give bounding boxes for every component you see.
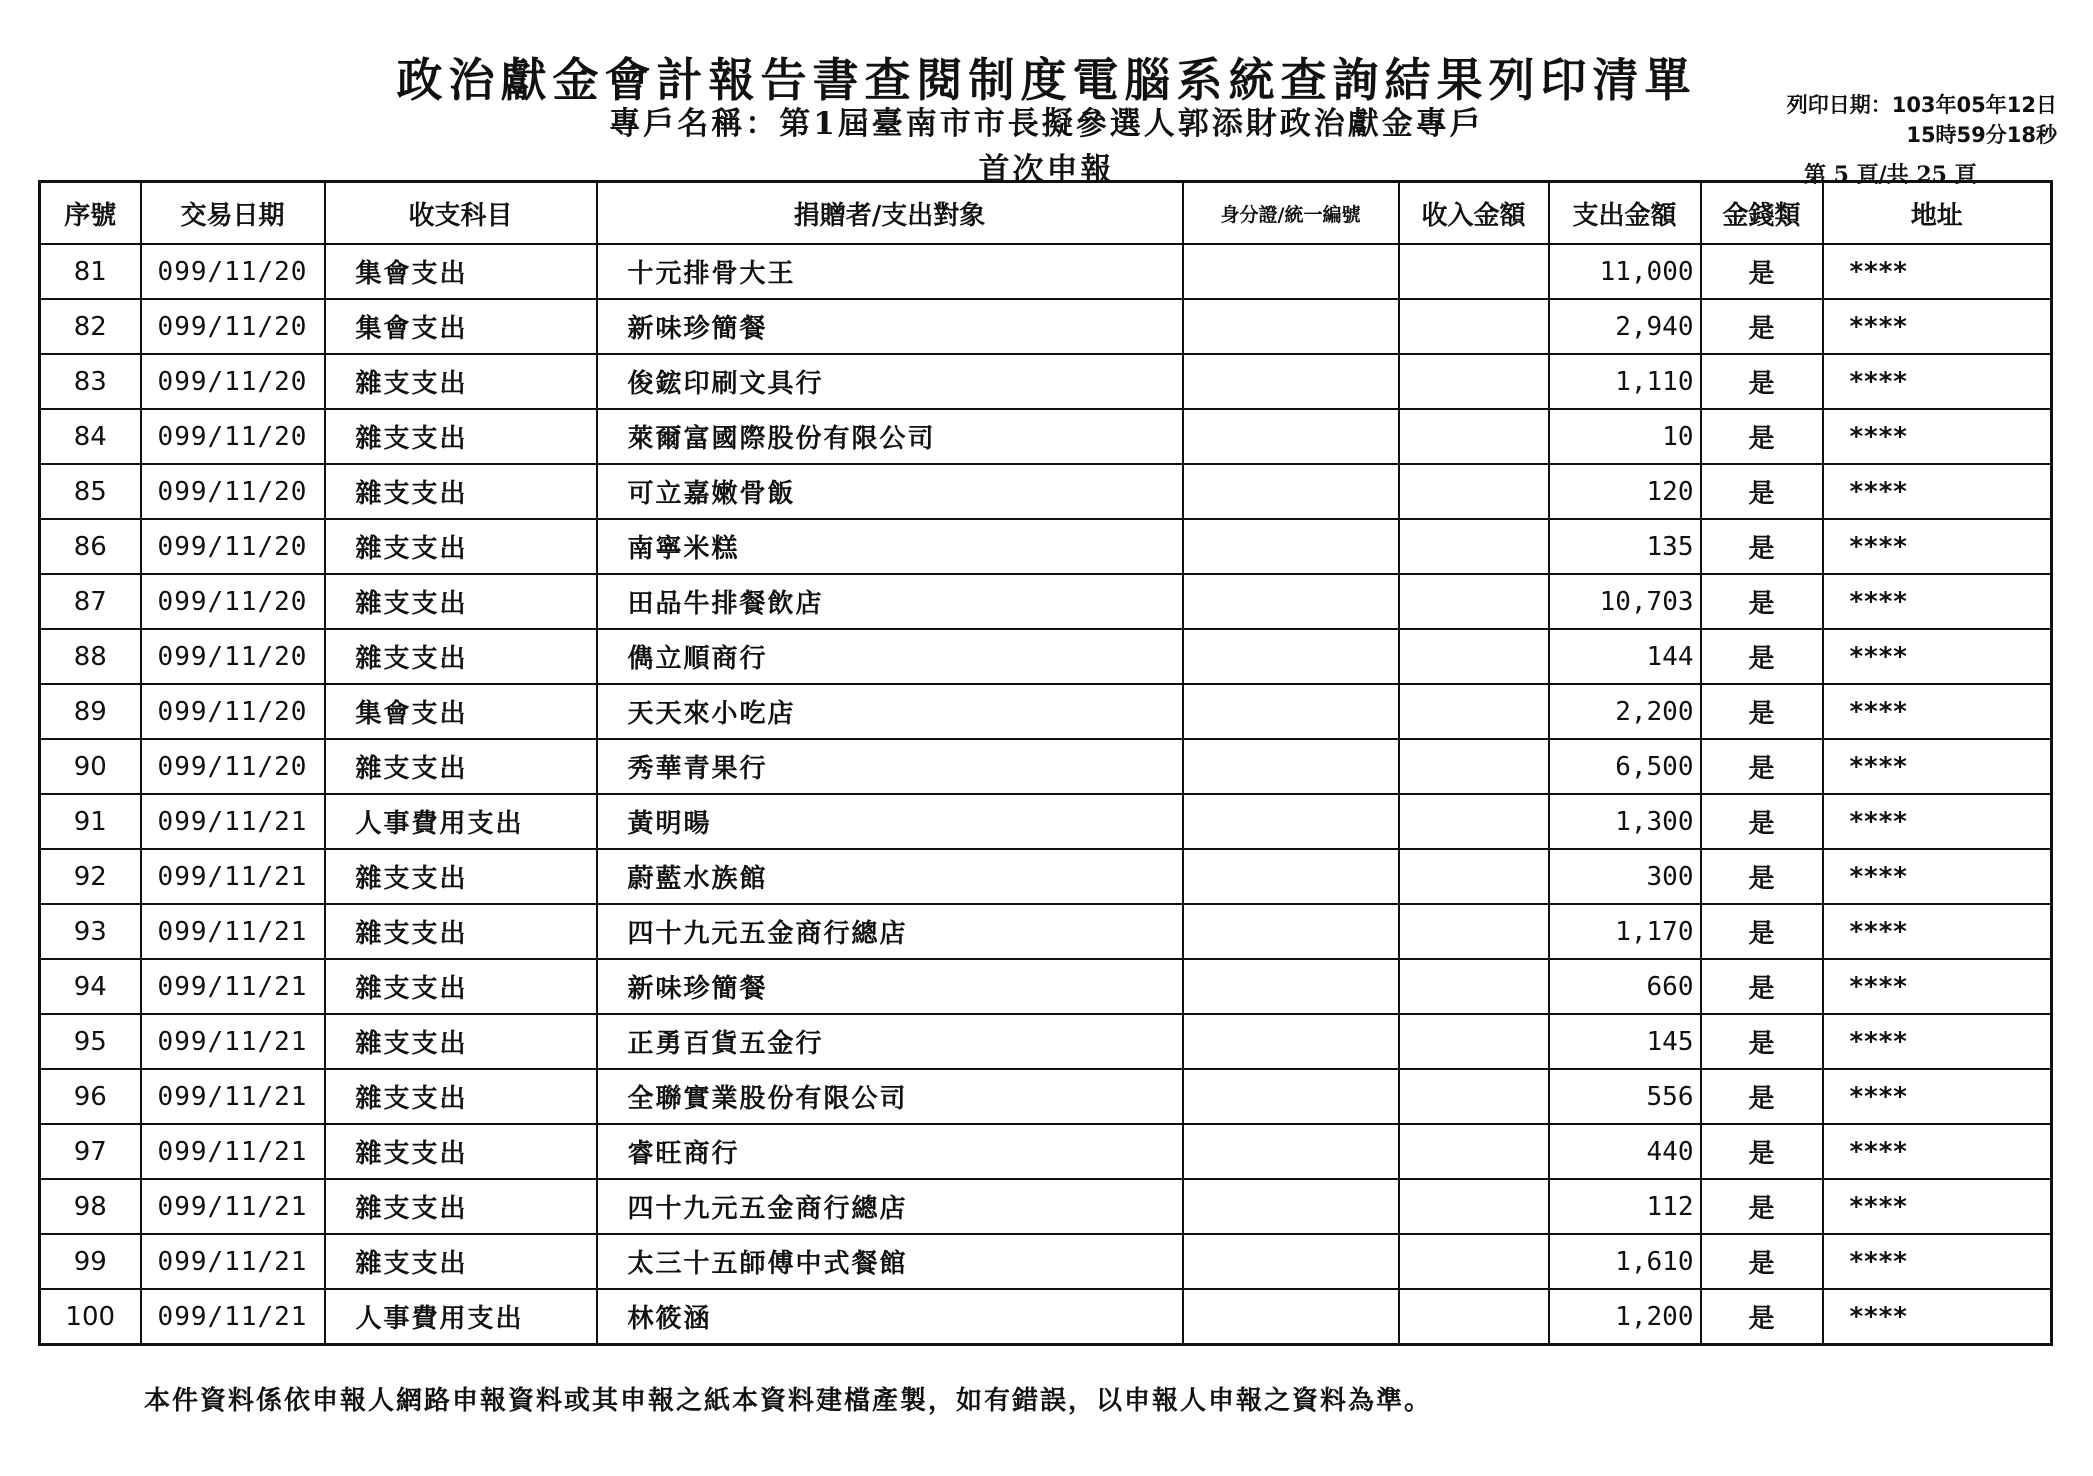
cell-payee: 黃明暘 — [597, 794, 1183, 849]
cell-date: 099/11/21 — [141, 904, 325, 959]
cell-income — [1399, 959, 1549, 1014]
cell-address: **** — [1823, 849, 2052, 904]
cell-expense: 2,200 — [1549, 684, 1701, 739]
cell-cash: 是 — [1701, 794, 1823, 849]
cell-payee: 俊鋐印刷文具行 — [597, 354, 1183, 409]
cell-expense: 145 — [1549, 1014, 1701, 1069]
print-date: 列印日期：103年05年12日 — [1786, 93, 2057, 117]
cell-cash: 是 — [1701, 299, 1823, 354]
cell-cash: 是 — [1701, 574, 1823, 629]
cell-date: 099/11/20 — [141, 574, 325, 629]
cell-category: 雜支支出 — [325, 1124, 597, 1179]
cell-payee: 天天來小吃店 — [597, 684, 1183, 739]
cell-category: 雜支支出 — [325, 1179, 597, 1234]
cell-seq: 81 — [40, 244, 141, 299]
cell-income — [1399, 464, 1549, 519]
cell-income — [1399, 574, 1549, 629]
cell-income — [1399, 244, 1549, 299]
cell-address: **** — [1823, 1289, 2052, 1345]
col-header-payee: 捐贈者/支出對象 — [597, 182, 1183, 245]
cell-address: **** — [1823, 629, 2052, 684]
cell-id-no — [1183, 629, 1399, 684]
cell-date: 099/11/21 — [141, 1179, 325, 1234]
cell-cash: 是 — [1701, 409, 1823, 464]
cell-date: 099/11/20 — [141, 739, 325, 794]
cell-date: 099/11/21 — [141, 1069, 325, 1124]
cell-id-no — [1183, 1069, 1399, 1124]
cell-id-no — [1183, 1014, 1399, 1069]
cell-seq: 83 — [40, 354, 141, 409]
col-header-seq: 序號 — [40, 182, 141, 245]
cell-id-no — [1183, 519, 1399, 574]
cell-id-no — [1183, 574, 1399, 629]
cell-category: 集會支出 — [325, 244, 597, 299]
cell-seq: 96 — [40, 1069, 141, 1124]
table-row — [40, 739, 2052, 794]
table-row — [40, 409, 2052, 464]
cell-id-no — [1183, 849, 1399, 904]
cell-payee: 新味珍簡餐 — [597, 299, 1183, 354]
cell-id-no — [1183, 409, 1399, 464]
cell-id-no — [1183, 1289, 1399, 1345]
table-row — [40, 519, 2052, 574]
table-row — [40, 1014, 2052, 1069]
cell-seq: 86 — [40, 519, 141, 574]
table-row — [40, 684, 2052, 739]
cell-category: 雜支支出 — [325, 959, 597, 1014]
cell-date: 099/11/21 — [141, 1014, 325, 1069]
cell-category: 雜支支出 — [325, 464, 597, 519]
cell-address: **** — [1823, 904, 2052, 959]
cell-category: 雜支支出 — [325, 574, 597, 629]
cell-expense: 1,110 — [1549, 354, 1701, 409]
cell-expense: 1,200 — [1549, 1289, 1701, 1345]
cell-address: **** — [1823, 1069, 2052, 1124]
cell-address: **** — [1823, 794, 2052, 849]
cell-cash: 是 — [1701, 464, 1823, 519]
table-row — [40, 354, 2052, 409]
cell-payee: 林筱涵 — [597, 1289, 1183, 1345]
cell-expense: 135 — [1549, 519, 1701, 574]
cell-category: 雜支支出 — [325, 409, 597, 464]
cell-date: 099/11/20 — [141, 299, 325, 354]
cell-expense: 120 — [1549, 464, 1701, 519]
cell-expense: 11,000 — [1549, 244, 1701, 299]
cell-category: 雜支支出 — [325, 1014, 597, 1069]
cell-category: 集會支出 — [325, 684, 597, 739]
cell-date: 099/11/20 — [141, 629, 325, 684]
cell-income — [1399, 684, 1549, 739]
cell-cash: 是 — [1701, 739, 1823, 794]
cell-expense: 10,703 — [1549, 574, 1701, 629]
cell-expense: 2,940 — [1549, 299, 1701, 354]
cell-payee: 南寧米糕 — [597, 519, 1183, 574]
cell-cash: 是 — [1701, 1179, 1823, 1234]
cell-category: 雜支支出 — [325, 739, 597, 794]
cell-id-no — [1183, 1179, 1399, 1234]
table-row — [40, 464, 2052, 519]
cell-cash: 是 — [1701, 1289, 1823, 1345]
cell-payee: 儁立順商行 — [597, 629, 1183, 684]
cell-expense: 6,500 — [1549, 739, 1701, 794]
cell-payee: 新味珍簡餐 — [597, 959, 1183, 1014]
cell-expense: 112 — [1549, 1179, 1701, 1234]
cell-address: **** — [1823, 519, 2052, 574]
cell-seq: 85 — [40, 464, 141, 519]
document-title: 政治獻金會計報告書查閱制度電腦系統查詢結果列印清單 — [396, 53, 1697, 107]
cell-id-no — [1183, 354, 1399, 409]
ledger-table — [38, 180, 2053, 1346]
cell-payee: 四十九元五金商行總店 — [597, 1179, 1183, 1234]
cell-address: **** — [1823, 1234, 2052, 1289]
table-row — [40, 904, 2052, 959]
cell-seq: 91 — [40, 794, 141, 849]
cell-income — [1399, 1234, 1549, 1289]
cell-income — [1399, 904, 1549, 959]
cell-payee: 蔚藍水族館 — [597, 849, 1183, 904]
cell-payee: 萊爾富國際股份有限公司 — [597, 409, 1183, 464]
cell-expense: 440 — [1549, 1124, 1701, 1179]
cell-income — [1399, 849, 1549, 904]
cell-date: 099/11/21 — [141, 794, 325, 849]
cell-category: 雜支支出 — [325, 1069, 597, 1124]
cell-cash: 是 — [1701, 244, 1823, 299]
cell-category: 雜支支出 — [325, 519, 597, 574]
cell-id-no — [1183, 1124, 1399, 1179]
cell-id-no — [1183, 794, 1399, 849]
cell-income — [1399, 794, 1549, 849]
cell-expense: 556 — [1549, 1069, 1701, 1124]
cell-expense: 1,300 — [1549, 794, 1701, 849]
table-row — [40, 1069, 2052, 1124]
cell-income — [1399, 1179, 1549, 1234]
cell-address: **** — [1823, 959, 2052, 1014]
cell-seq: 94 — [40, 959, 141, 1014]
cell-address: **** — [1823, 409, 2052, 464]
col-header-date: 交易日期 — [141, 182, 325, 245]
cell-category: 雜支支出 — [325, 1234, 597, 1289]
page-indicator: 第 5 頁/共 25 頁 — [1804, 162, 1977, 188]
cell-address: **** — [1823, 464, 2052, 519]
cell-income — [1399, 1124, 1549, 1179]
cell-address: **** — [1823, 1124, 2052, 1179]
cell-address: **** — [1823, 354, 2052, 409]
cell-expense: 10 — [1549, 409, 1701, 464]
col-header-cash: 金錢類 — [1701, 182, 1823, 245]
cell-category: 雜支支出 — [325, 629, 597, 684]
col-header-category: 收支科目 — [325, 182, 597, 245]
cell-seq: 99 — [40, 1234, 141, 1289]
cell-id-no — [1183, 299, 1399, 354]
cell-address: **** — [1823, 574, 2052, 629]
table-row — [40, 849, 2052, 904]
cell-cash: 是 — [1701, 1124, 1823, 1179]
table-body — [40, 244, 2052, 1345]
cell-income — [1399, 299, 1549, 354]
cell-cash: 是 — [1701, 904, 1823, 959]
cell-seq: 82 — [40, 299, 141, 354]
cell-cash: 是 — [1701, 849, 1823, 904]
cell-seq: 90 — [40, 739, 141, 794]
cell-id-no — [1183, 739, 1399, 794]
cell-payee: 睿旺商行 — [597, 1124, 1183, 1179]
cell-cash: 是 — [1701, 629, 1823, 684]
cell-address: **** — [1823, 1014, 2052, 1069]
cell-income — [1399, 1014, 1549, 1069]
cell-payee: 四十九元五金商行總店 — [597, 904, 1183, 959]
table-row — [40, 299, 2052, 354]
cell-date: 099/11/20 — [141, 684, 325, 739]
cell-expense: 660 — [1549, 959, 1701, 1014]
table-row — [40, 794, 2052, 849]
cell-category: 雜支支出 — [325, 849, 597, 904]
cell-id-no — [1183, 464, 1399, 519]
cell-category: 雜支支出 — [325, 904, 597, 959]
cell-id-no — [1183, 244, 1399, 299]
table-header-row — [40, 182, 2052, 245]
cell-expense: 300 — [1549, 849, 1701, 904]
cell-date: 099/11/20 — [141, 354, 325, 409]
cell-expense: 1,170 — [1549, 904, 1701, 959]
cell-date: 099/11/21 — [141, 1289, 325, 1345]
cell-address: **** — [1823, 299, 2052, 354]
cell-address: **** — [1823, 684, 2052, 739]
cell-id-no — [1183, 684, 1399, 739]
cell-seq: 88 — [40, 629, 141, 684]
cell-date: 099/11/20 — [141, 464, 325, 519]
cell-date: 099/11/21 — [141, 849, 325, 904]
cell-date: 099/11/21 — [141, 959, 325, 1014]
cell-category: 人事費用支出 — [325, 794, 597, 849]
cell-expense: 144 — [1549, 629, 1701, 684]
cell-address: **** — [1823, 1179, 2052, 1234]
report-type: 首次申報 — [978, 152, 1115, 188]
cell-payee: 全聯實業股份有限公司 — [597, 1069, 1183, 1124]
cell-cash: 是 — [1701, 1234, 1823, 1289]
table-row — [40, 1179, 2052, 1234]
table-row — [40, 244, 2052, 299]
cell-expense: 1,610 — [1549, 1234, 1701, 1289]
cell-id-no — [1183, 904, 1399, 959]
cell-payee: 十元排骨大王 — [597, 244, 1183, 299]
cell-cash: 是 — [1701, 519, 1823, 574]
table-row — [40, 959, 2052, 1014]
cell-category: 雜支支出 — [325, 354, 597, 409]
cell-seq: 87 — [40, 574, 141, 629]
cell-income — [1399, 519, 1549, 574]
cell-income — [1399, 1069, 1549, 1124]
cell-date: 099/11/20 — [141, 244, 325, 299]
cell-payee: 正勇百貨五金行 — [597, 1014, 1183, 1069]
table-row — [40, 1289, 2052, 1345]
cell-seq: 97 — [40, 1124, 141, 1179]
table-row — [40, 574, 2052, 629]
cell-id-no — [1183, 1234, 1399, 1289]
cell-seq: 84 — [40, 409, 141, 464]
cell-date: 099/11/20 — [141, 409, 325, 464]
cell-seq: 95 — [40, 1014, 141, 1069]
table-row — [40, 1234, 2052, 1289]
table-row — [40, 629, 2052, 684]
cell-seq: 100 — [40, 1289, 141, 1345]
table-row — [40, 1124, 2052, 1179]
cell-cash: 是 — [1701, 354, 1823, 409]
cell-income — [1399, 1289, 1549, 1345]
cell-cash: 是 — [1701, 1014, 1823, 1069]
cell-payee: 田品牛排餐飲店 — [597, 574, 1183, 629]
cell-category: 集會支出 — [325, 299, 597, 354]
print-time: 15時59分18秒 — [1906, 123, 2057, 147]
cell-income — [1399, 409, 1549, 464]
cell-payee: 秀華青果行 — [597, 739, 1183, 794]
disclaimer-footnote: 本件資料係依申報人網路申報資料或其申報之紙本資料建檔產製，如有錯誤，以申報人申報之資料為準。 — [144, 1386, 1433, 1416]
account-name: 專戶名稱：第1屆臺南市市長擬參選人郭添財政治獻金專戶 — [609, 106, 1484, 142]
cell-id-no — [1183, 959, 1399, 1014]
cell-cash: 是 — [1701, 1069, 1823, 1124]
cell-payee: 太三十五師傅中式餐館 — [597, 1234, 1183, 1289]
cell-income — [1399, 629, 1549, 684]
col-header-id-no: 身分證/統一編號 — [1183, 182, 1399, 245]
cell-income — [1399, 354, 1549, 409]
col-header-expense: 支出金額 — [1549, 182, 1701, 245]
cell-date: 099/11/20 — [141, 519, 325, 574]
cell-date: 099/11/21 — [141, 1124, 325, 1179]
cell-date: 099/11/21 — [141, 1234, 325, 1289]
cell-address: **** — [1823, 244, 2052, 299]
col-header-income: 收入金額 — [1399, 182, 1549, 245]
cell-income — [1399, 739, 1549, 794]
print-datetime — [1787, 90, 2057, 150]
col-header-address: 地址 — [1823, 182, 2052, 245]
cell-seq: 93 — [40, 904, 141, 959]
cell-seq: 89 — [40, 684, 141, 739]
cell-seq: 98 — [40, 1179, 141, 1234]
cell-cash: 是 — [1701, 684, 1823, 739]
cell-seq: 92 — [40, 849, 141, 904]
cell-address: **** — [1823, 739, 2052, 794]
cell-cash: 是 — [1701, 959, 1823, 1014]
cell-category: 人事費用支出 — [325, 1289, 597, 1345]
cell-payee: 可立嘉嫩骨飯 — [597, 464, 1183, 519]
